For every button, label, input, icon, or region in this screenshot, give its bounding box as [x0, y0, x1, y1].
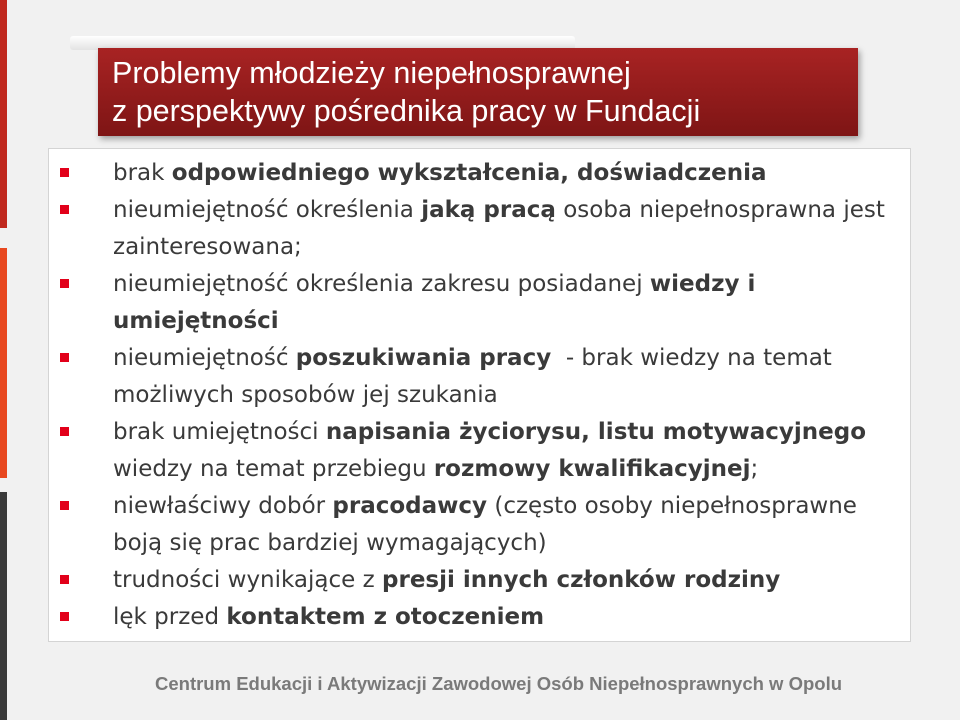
bullet-text-bold: poszukiwania pracy: [295, 345, 552, 371]
bullet-list: [49, 149, 910, 636]
bullet-text: osoba niepełnosprawna jest zainteresowana;: [113, 197, 885, 260]
bullet-text: lęk przed: [113, 604, 227, 630]
bullet-text-bold: napisania życiorysu, listu motywacyjnego: [325, 419, 867, 445]
bullet-square-icon: [60, 427, 69, 436]
bullet-text: nieumiejętność określenia zakresu posiadanej: [113, 271, 650, 297]
slide-title-line-1: Problemy młodzieży niepełnosprawnej: [112, 56, 631, 90]
bullet-text: niewłaściwy dobór: [113, 493, 333, 519]
left-accent-orange: [0, 248, 7, 478]
slide-title-bar: [98, 48, 858, 136]
bullet-item: [49, 488, 910, 562]
bullet-text: trudności wynikające z: [113, 567, 383, 593]
bullet-text: nieumiejętność określenia: [113, 197, 422, 223]
bullet-text-bold: presji innych członków rodziny: [382, 567, 781, 593]
bullet-text-bold: rozmowy kwalifikacyjnej: [433, 456, 751, 482]
slide-title-line-2: z perspektywy pośrednika pracy w Fundacji: [112, 94, 701, 128]
bullet-square-icon: [60, 205, 69, 214]
bullet-item: [49, 155, 910, 192]
bullet-text: wiedzy na temat przebiegu: [113, 456, 434, 482]
bullet-text-bold: pracodawcy: [332, 493, 488, 519]
content-box: [48, 148, 911, 642]
bullet-item: [49, 414, 910, 488]
bullet-text: brak umiejętności: [113, 419, 326, 445]
bullet-text-bold: odpowiedniego wykształcenia, doświadczenia: [171, 160, 767, 186]
bullet-item: [49, 340, 910, 414]
bullet-square-icon: [60, 168, 69, 177]
bullet-text: (często osoby niepełnosprawne boją się prac bardziej wymagających): [113, 493, 857, 556]
bullet-item: [49, 562, 910, 599]
bullet-text: brak: [113, 160, 172, 186]
bullet-text: nieumiejętność: [113, 345, 296, 371]
bullet-item: [49, 599, 910, 636]
bullet-item: [49, 192, 910, 266]
bullet-text-bold: wiedzy i umiejętności: [113, 271, 756, 334]
bullet-square-icon: [60, 501, 69, 510]
left-accent-dark: [0, 492, 7, 720]
bullet-square-icon: [60, 279, 69, 288]
footer-organization: Centrum Edukacji i Aktywizacji Zawodowej Osób Niepełnosprawnych w Opolu: [155, 673, 843, 694]
bullet-text: - brak wiedzy na temat możliwych sposobów jej szukania: [113, 345, 840, 408]
bullet-square-icon: [60, 612, 69, 621]
bullet-text-bold: kontaktem z otoczeniem: [226, 604, 545, 630]
bullet-square-icon: [60, 575, 69, 584]
left-accent-red: [0, 0, 7, 228]
bullet-square-icon: [60, 353, 69, 362]
bullet-text: ;: [750, 456, 759, 482]
bullet-item: [49, 266, 910, 340]
bullet-text-bold: jaką pracą: [421, 197, 556, 223]
